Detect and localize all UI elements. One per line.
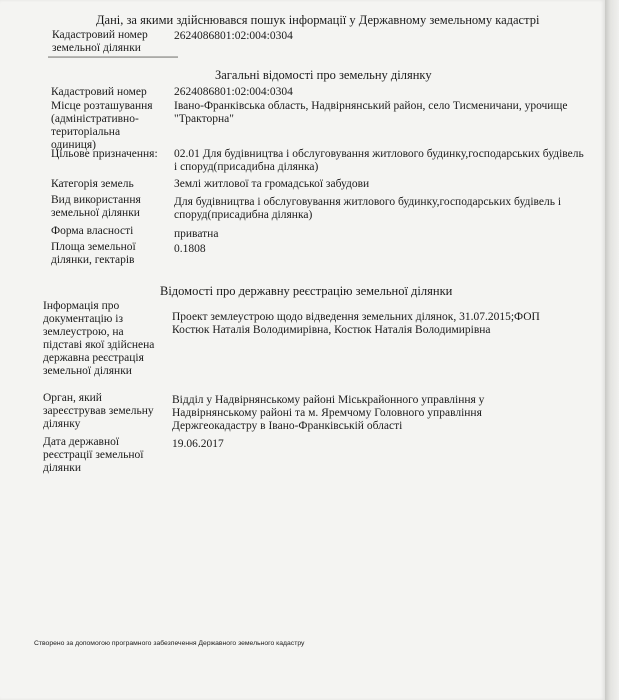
- registration-row-authority-label: Орган, який зареєстрував земельну ділянку: [43, 392, 154, 430]
- registration-row-date-value: 19.06.2017: [172, 438, 224, 450]
- general-row-purpose-label: Цільове призначення:: [51, 148, 158, 160]
- general-section-title: Загальні відомості про земельну ділянку: [215, 68, 432, 82]
- general-row-usage-label: Вид використання земельної ділянки: [51, 194, 141, 219]
- general-row-ownership-label: Форма власності: [51, 225, 134, 237]
- general-row-location-label: Місце розташування (адміністративно-територіальна одиниця): [51, 100, 153, 151]
- registration-row-date-label: Дата державної реєстрації земельної ділянки: [43, 436, 144, 474]
- search-label-underline: [48, 56, 178, 58]
- search-cadastral-label: Кадастровий номер земельної ділянки: [52, 29, 148, 54]
- general-row-purpose-value: 02.01 Для будівництва і обслуговування житлового будинку,господарських будівель і споруд(присадибна ділянка): [174, 148, 584, 173]
- search-cadastral-value: 2624086801:02:004:0304: [174, 30, 293, 42]
- search-section-title: Дані, за якими здійснювався пошук інформації у Державному земельному кадастрі: [96, 13, 540, 27]
- general-row-ownership-value: приватна: [174, 228, 219, 240]
- general-row-cadastral-value: 2624086801:02:004:0304: [174, 86, 293, 98]
- footer-note: Створено за допомогою програмного забезпечення Державного земельного кадастру: [34, 640, 305, 647]
- general-row-usage-value: Для будівництва і обслуговування житлового будинку,господарських будівель і споруд(присадибна ділянка): [174, 196, 562, 221]
- paper-edge: [605, 0, 619, 700]
- general-row-category-label: Категорія земель: [51, 178, 134, 190]
- registration-row-authority-value: Відділ у Надвірнянському районі Міськрайонного управління у Надвірнянському районі та м. Яремчому Головного управління Держгеокадастру в Івано-Франківській області: [172, 394, 485, 432]
- general-row-location-value: Івано-Франківська область, Надвірнянський район, село Тисменичани, урочище "Тракторна": [174, 100, 568, 125]
- registration-section-title: Відомості про державну реєстрацію земельної ділянки: [160, 284, 453, 298]
- registration-row-docs-value: Проект землеустрою щодо відведення земельних ділянок, 31.07.2015;ФОП Костюк Наталія Володимирівна, Костюк Наталія Володимирівна: [172, 311, 540, 336]
- general-row-category-value: Землі житлової та громадської забудови: [174, 178, 370, 190]
- registration-row-docs-label: Інформація про документацію із землеустрою, на підставі якої здійснена державна реєстрація земельної ділянки: [43, 300, 155, 377]
- general-row-area-label: Площа земельної ділянки, гектарів: [51, 241, 136, 266]
- general-row-area-value: 0.1808: [174, 243, 206, 255]
- general-row-cadastral-label: Кадастровий номер: [51, 86, 147, 98]
